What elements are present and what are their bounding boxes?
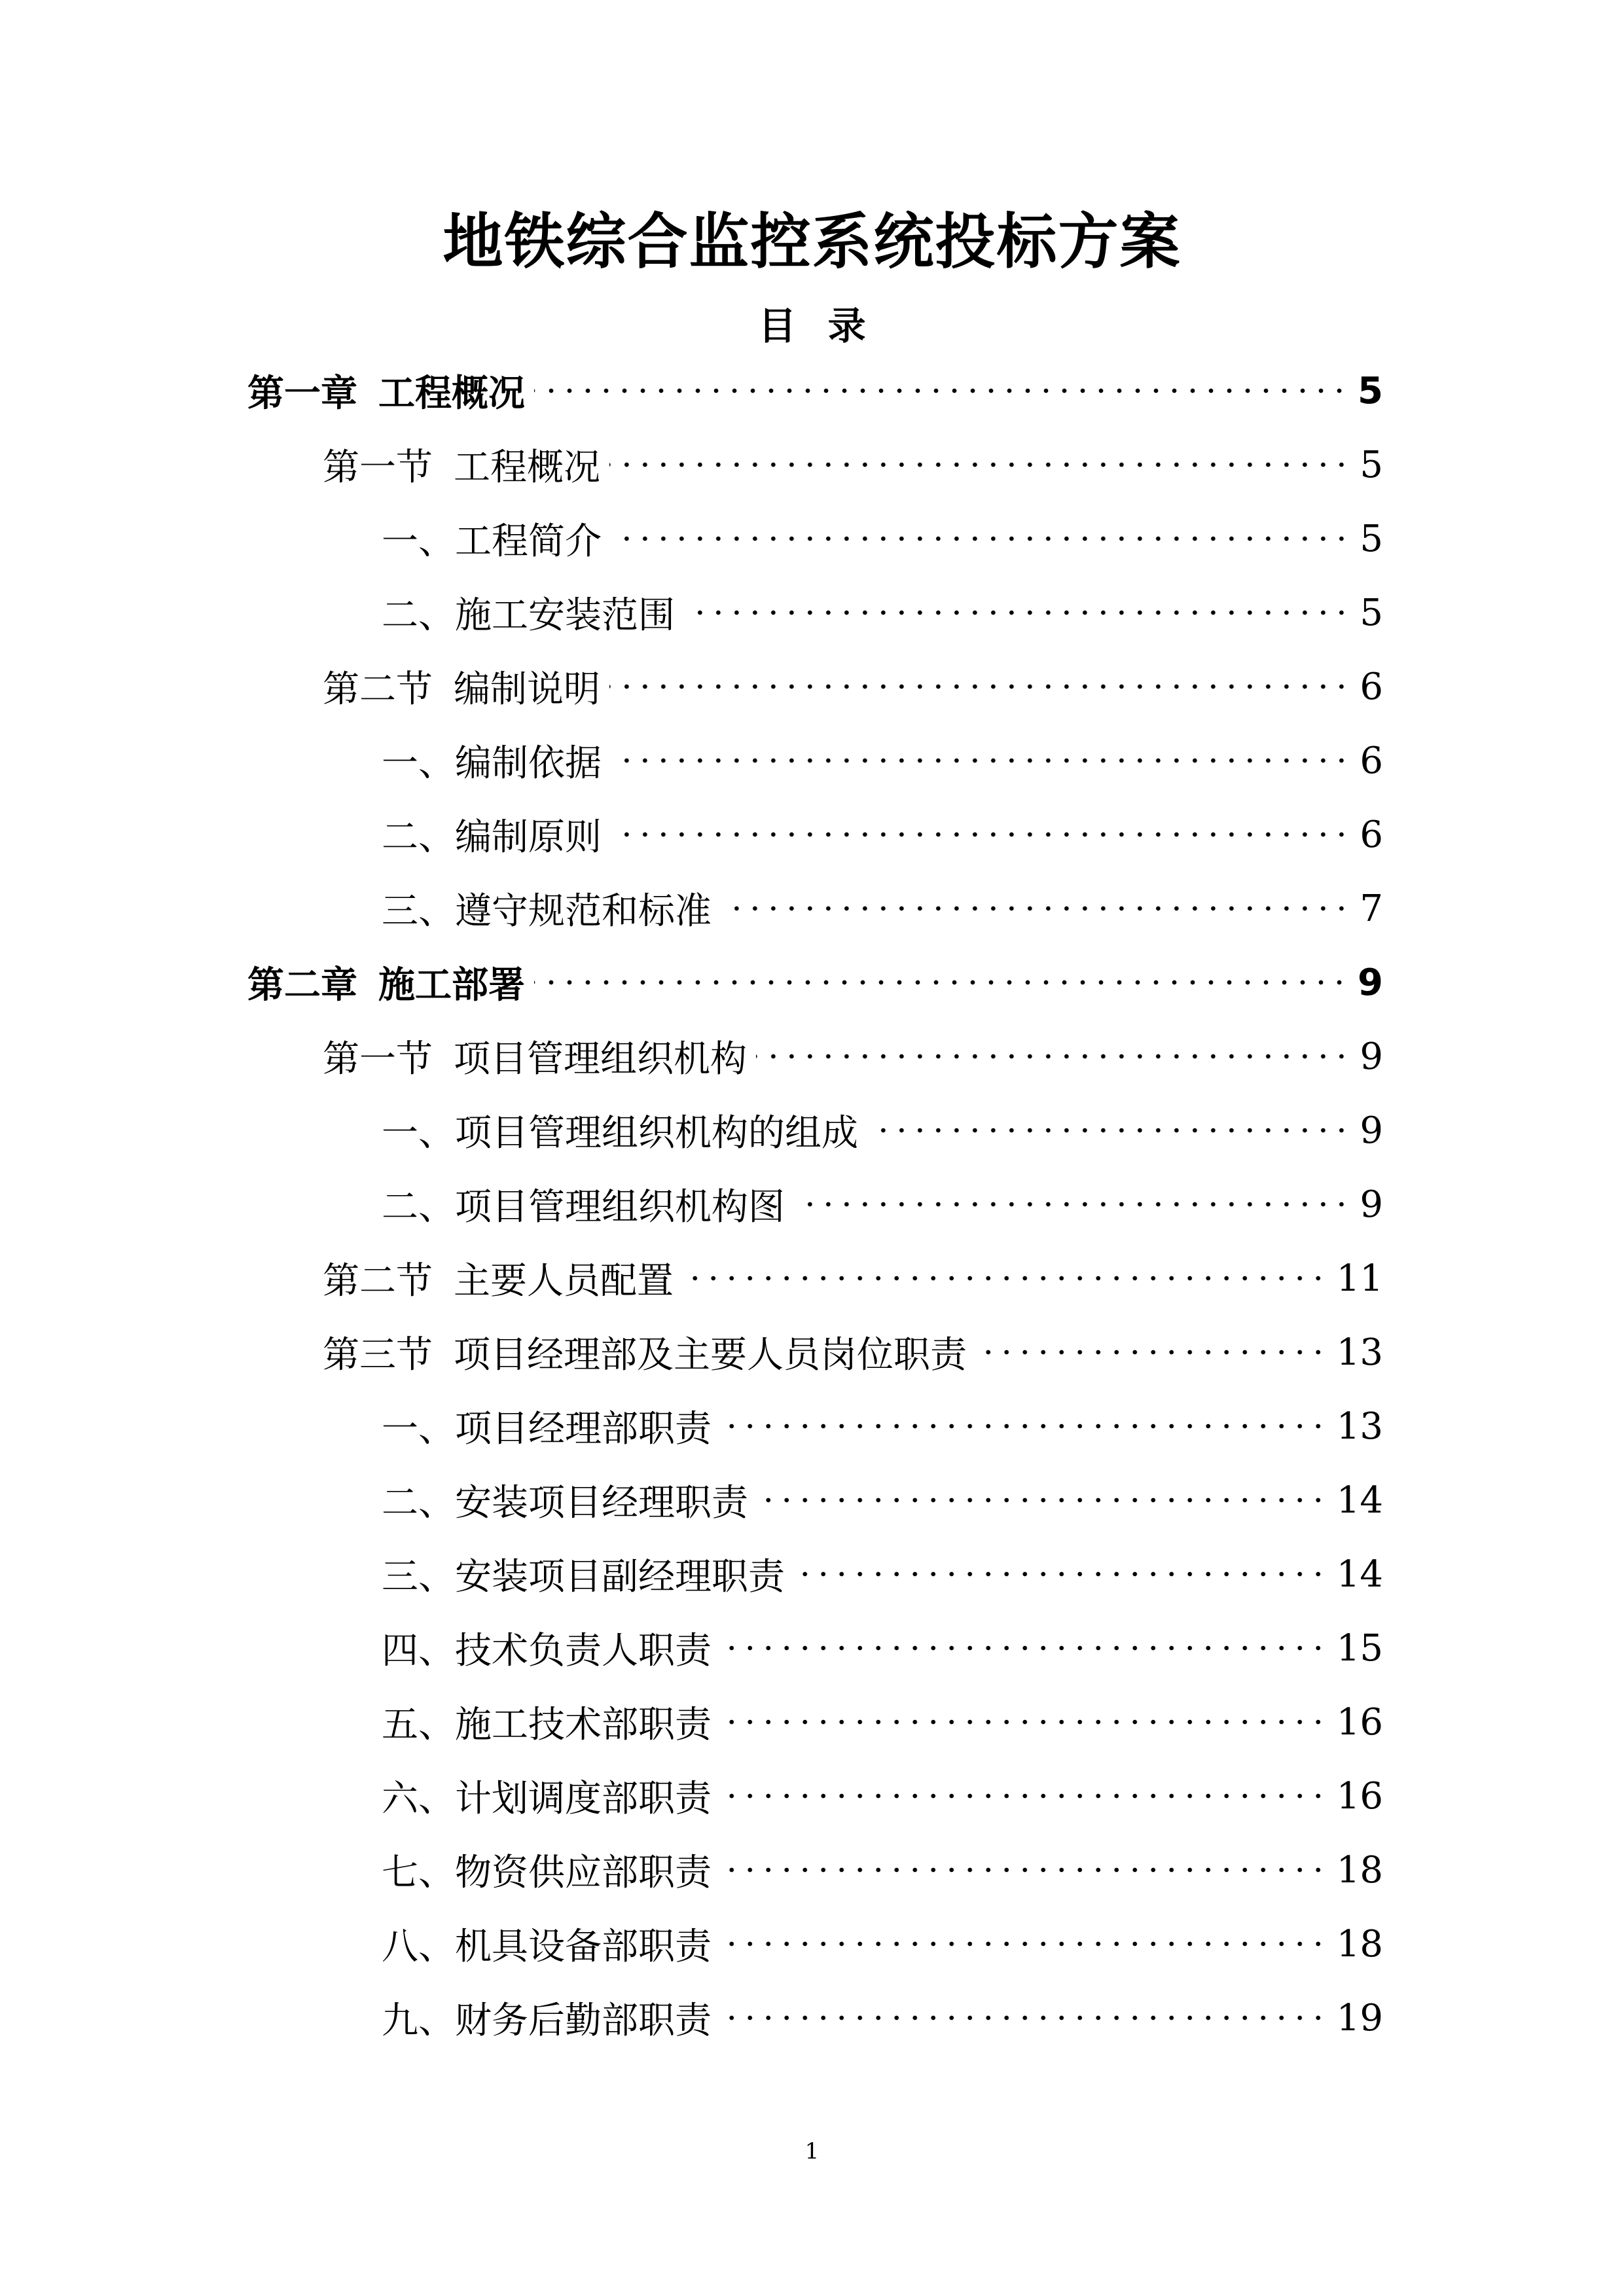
toc-entry-label: 三、安装项目副经理职责 [382,1556,785,1598]
toc-heading: 目 录 [758,304,866,348]
toc-entry[interactable] [382,1911,1383,1977]
toc-entry[interactable] [382,1837,1383,1903]
dot-leader [721,1789,1327,1803]
toc-entry-page: 16 [1336,1774,1383,1818]
toc-entry-label: 工程概况 [454,446,600,489]
toc-entry-label: 五、施工技术部职责 [382,1704,712,1746]
toc-entry[interactable] [382,1541,1383,1607]
toc-entry[interactable] [382,876,1383,941]
toc-entry[interactable] [382,1615,1383,1681]
toc-entry-page: 9 [1360,1109,1383,1152]
toc-entry-page: 15 [1336,1626,1383,1670]
toc-entry-label: 二、安装项目经理职责 [382,1482,748,1524]
toc-entry[interactable] [382,802,1383,867]
toc-entry-number: 第二节 [323,668,433,711]
toc-entry[interactable] [382,1098,1383,1163]
toc-entry-label: 一、项目管理组织机构的组成 [382,1112,858,1155]
toc-entry[interactable] [247,950,1383,1015]
toc-entry[interactable] [382,580,1383,645]
toc-entry-page: 14 [1336,1479,1383,1522]
dot-leader [683,1272,1327,1285]
toc-entry[interactable] [382,1689,1383,1755]
toc-entry[interactable] [382,1393,1383,1459]
page-number: 1 [804,2138,820,2164]
dot-leader [867,1124,1350,1137]
toc-entry-page: 9 [1358,961,1383,1004]
document-title: 地铁综合监控系统投标方案 [442,207,1182,277]
toc-entry[interactable] [323,654,1383,719]
toc-entry-label: 二、编制原则 [382,816,602,859]
toc-entry-number: 第一节 [323,446,433,489]
toc-entry-page: 7 [1360,887,1383,930]
dot-leader [757,1494,1327,1507]
toc-entry-page: 6 [1360,739,1383,782]
toc-entry-number: 第二节 [323,1260,433,1302]
dot-leader [721,2011,1327,2024]
dot-leader [794,1198,1350,1211]
dot-leader [534,384,1348,397]
toc-entry-label: 编制说明 [454,668,600,711]
toc-entry-page: 11 [1336,1257,1383,1300]
toc-entry[interactable] [247,358,1383,423]
toc-entry-page: 18 [1336,1848,1383,1892]
toc-entry-label: 四、技术负责人职责 [382,1630,712,1672]
toc-entry-number: 第三节 [323,1334,433,1376]
toc-entry-page: 14 [1336,1552,1383,1596]
toc-entry-page: 5 [1360,443,1383,486]
dot-leader [721,1937,1327,1950]
toc-entry[interactable] [382,1172,1383,1237]
dot-leader [794,1568,1327,1581]
toc-entry-label: 二、项目管理组织机构图 [382,1186,785,1229]
toc-entry-number: 第一章 [247,372,357,415]
toc-entry-page: 6 [1360,665,1383,708]
toc-entry[interactable] [323,1024,1383,1089]
toc-entry-label: 主要人员配置 [454,1260,674,1302]
toc-entry-label: 项目管理组织机构 [454,1038,747,1081]
toc-entry-page: 9 [1360,1035,1383,1078]
toc-entry-page: 18 [1336,1922,1383,1965]
dot-leader [684,606,1350,619]
toc-entry-page: 5 [1358,369,1383,412]
dot-leader [609,680,1350,693]
dot-leader [611,532,1350,545]
toc-entry[interactable] [382,506,1383,571]
toc-entry-label: 七、物资供应部职责 [382,1852,712,1894]
toc-entry[interactable] [382,1985,1383,2051]
toc-entry-label: 一、项目经理部职责 [382,1408,712,1450]
toc-entry-page: 16 [1336,1700,1383,1744]
dot-leader [721,1715,1327,1729]
dot-leader [721,1641,1327,1655]
dot-leader [609,458,1350,471]
toc-entry-page: 6 [1360,813,1383,856]
toc-entry[interactable] [323,1319,1383,1385]
toc-entry-label: 一、编制依据 [382,742,602,785]
toc-entry-label: 三、遵守规范和标准 [382,890,712,933]
toc-entry-label: 六、计划调度部职责 [382,1778,712,1820]
toc-entry[interactable] [323,1246,1383,1311]
toc-entry-page: 19 [1336,1996,1383,2039]
toc-entry-page: 5 [1360,517,1383,560]
toc-entry-label: 项目经理部及主要人员岗位职责 [454,1334,967,1376]
toc-entry-label: 九、财务后勤部职责 [382,2000,712,2042]
toc-entry-page: 9 [1360,1183,1383,1226]
dot-leader [611,828,1350,841]
toc-entry-label: 二、施工安装范围 [382,594,675,637]
toc-entry[interactable] [382,1467,1383,1533]
toc-entry[interactable] [323,432,1383,497]
toc-entry-number: 第一节 [323,1038,433,1081]
toc-entry-number: 第二章 [247,964,357,1007]
toc-entry-label: 施工部署 [378,964,525,1007]
toc-entry-page: 5 [1360,591,1383,634]
dot-leader [721,1420,1327,1433]
toc-entry-label: 八、机具设备部职责 [382,1926,712,1968]
dot-leader [976,1346,1327,1359]
toc-entry[interactable] [382,1763,1383,1829]
dot-leader [721,902,1350,915]
toc-entry-page: 13 [1336,1405,1383,1448]
toc-entry[interactable] [382,728,1383,793]
dot-leader [756,1050,1350,1063]
dot-leader [611,754,1350,767]
toc-entry-label: 一、工程简介 [382,520,602,563]
toc-entry-page: 13 [1336,1331,1383,1374]
toc-entry-label: 工程概况 [378,372,525,415]
dot-leader [721,1863,1327,1876]
dot-leader [534,976,1348,989]
